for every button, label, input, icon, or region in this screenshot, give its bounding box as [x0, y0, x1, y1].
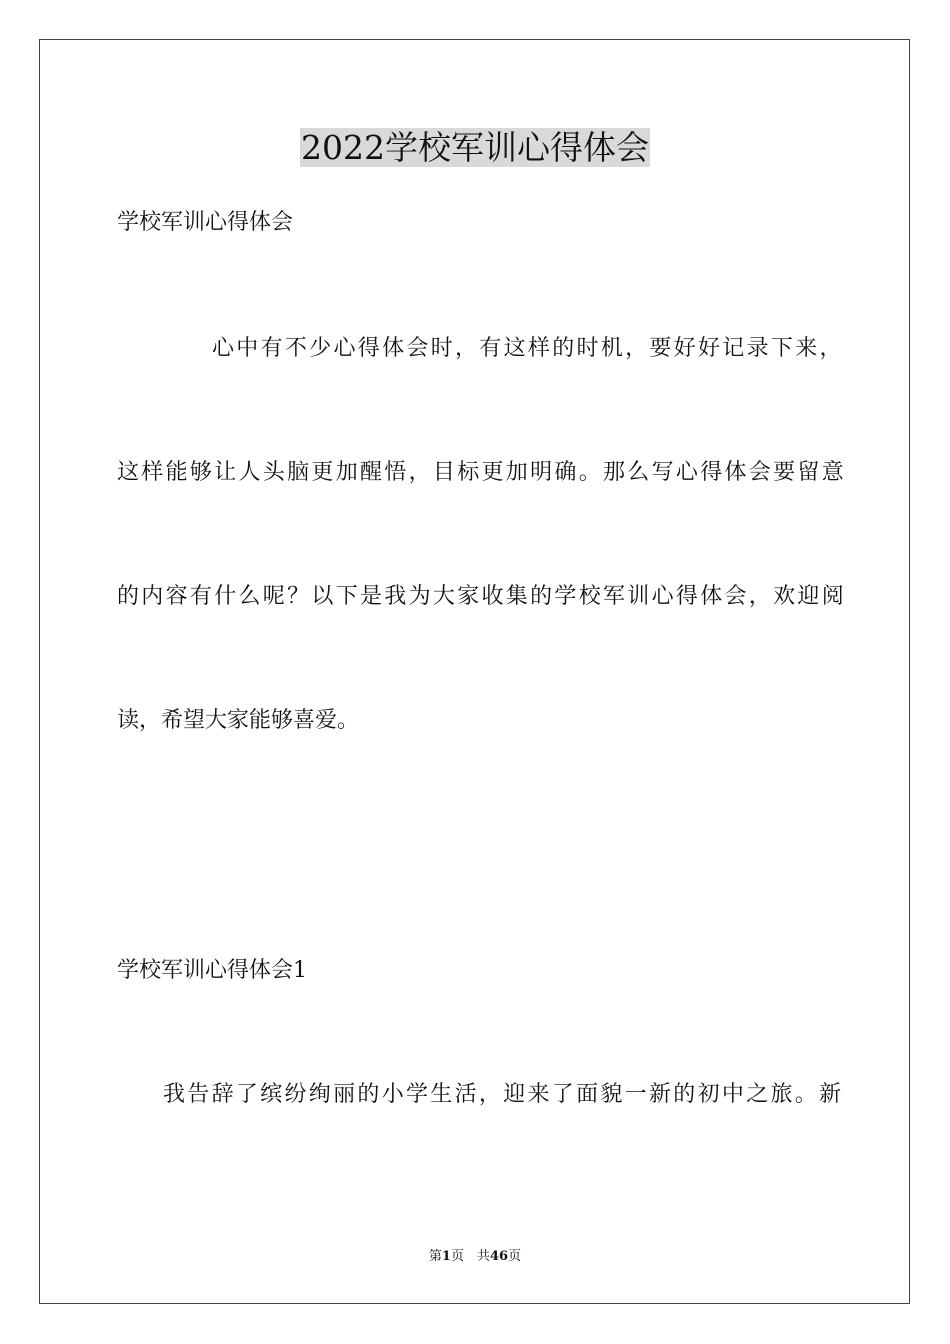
footer-mid: 页 共	[450, 1249, 490, 1264]
document-subtitle: 学校军训心得体会	[117, 210, 294, 235]
document-title-text: 2022学校军训心得体会	[301, 128, 649, 167]
page-footer	[0, 1248, 950, 1266]
document-title	[0, 124, 950, 172]
section-1-heading: 学校军训心得体会1	[117, 958, 307, 983]
intro-line-4: 读，希望大家能够喜爱。	[117, 708, 360, 733]
footer-suffix: 页	[508, 1249, 522, 1264]
footer-total-pages: 46	[489, 1249, 509, 1264]
section-1-line-1: 我告辞了缤纷绚丽的小学生活，迎来了面貌一新的初中之旅。新	[163, 1082, 844, 1107]
intro-line-3: 的内容有什么呢？以下是我为大家收集的学校军训心得体会，欢迎阅	[117, 584, 847, 609]
intro-line-2: 这样能够让人头脑更加醒悟，目标更加明确。那么写心得体会要留意	[117, 460, 847, 485]
intro-line-1: 心中有不少心得体会时，有这样的时机，要好好记录下来，	[212, 336, 844, 361]
footer-current-page: 1	[441, 1249, 451, 1264]
footer-prefix: 第	[428, 1249, 442, 1264]
